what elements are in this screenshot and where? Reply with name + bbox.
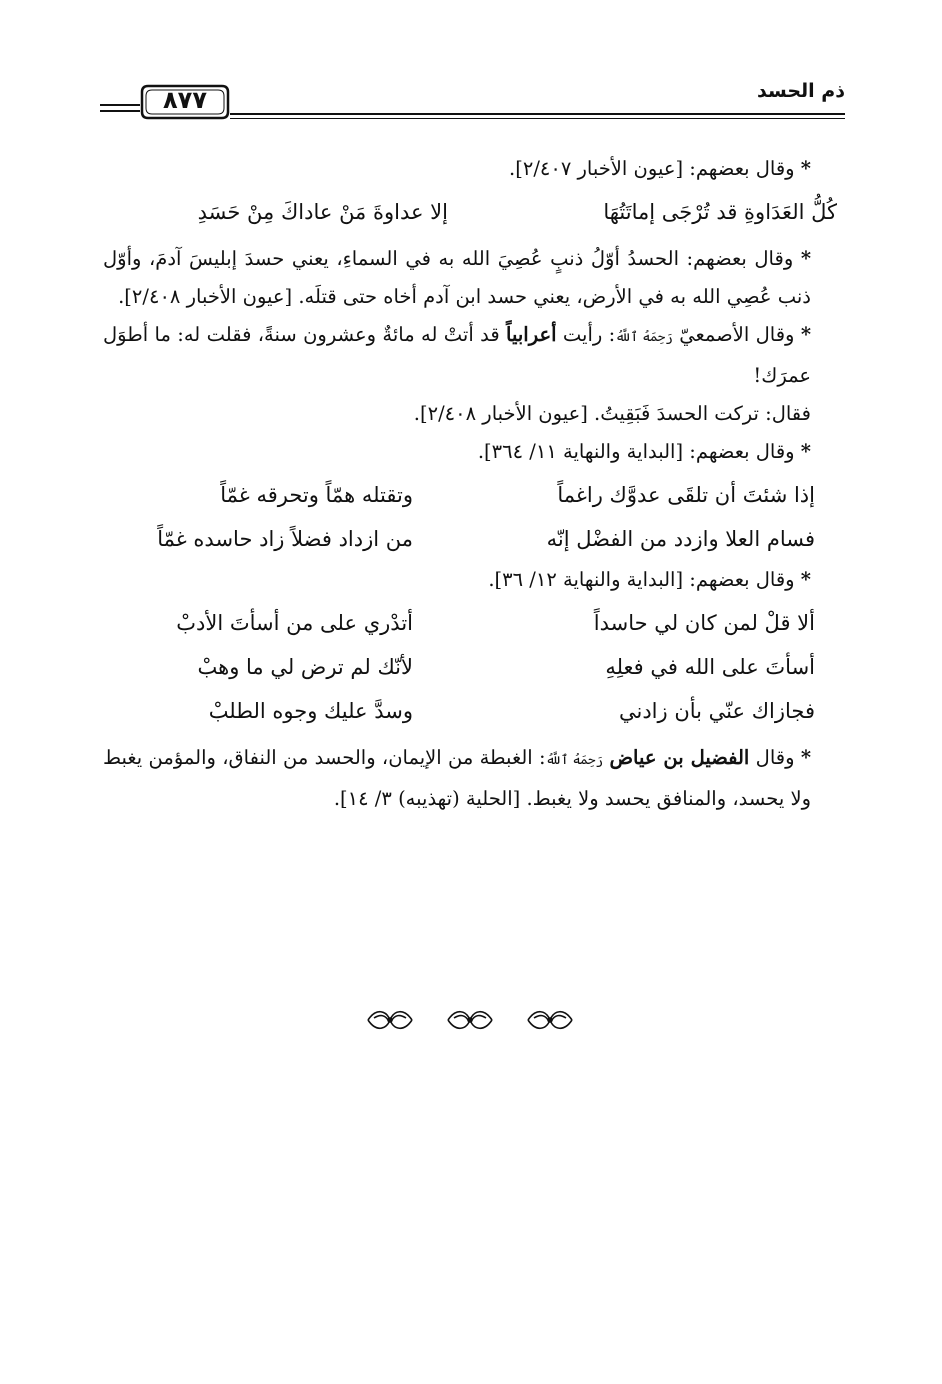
star-marker: * (800, 323, 812, 346)
page-number: ٨٧٧ (163, 86, 207, 114)
paragraph-text: وقال الأصمعيّ (679, 323, 795, 346)
poem-verse (103, 601, 845, 645)
header-rule-thin (230, 118, 845, 119)
section-end-ornament-icon (365, 1000, 575, 1040)
verse-second-hemistich: من ازداد فضلاً زاد حاسده غمّاً (157, 527, 413, 551)
poem-block (103, 473, 845, 561)
paragraph-text: : رأيت (556, 323, 616, 346)
verse-first-hemistich: ألا قلْ لمن كان لي حاسداً (593, 611, 815, 635)
verse-second-hemistich: لأنّك لم ترض لي ما وهبْ (197, 655, 413, 679)
emphasized-word: أعرابياً (506, 323, 557, 346)
paragraph-text: وقال بعضهم: [عيون الأخبار ٢/٤٠٧]. (509, 157, 795, 180)
poem-block (103, 601, 845, 733)
honorific: رَحِمَهُ ٱللَّهُ (615, 330, 673, 345)
verse-first-hemistich: فجازاك عنّي بأن زادني (618, 699, 815, 723)
header-rule-left-2 (100, 110, 140, 112)
poem-verse (103, 645, 845, 689)
poem-verse (103, 473, 845, 517)
verse-first-hemistich: إذا شئتَ أن تلقَى عدوَّك راغماً (557, 483, 815, 507)
star-marker: * (800, 157, 811, 180)
paragraph (103, 739, 845, 818)
running-header (100, 72, 845, 132)
paragraph (103, 150, 845, 188)
star-marker: * (800, 440, 811, 463)
paragraph (103, 433, 845, 471)
header-rule-left (100, 104, 140, 106)
star-marker: * (800, 247, 812, 270)
page-body (103, 150, 845, 818)
emphasized-name: الفضيل بن عياض (609, 746, 750, 769)
paragraph (103, 240, 845, 316)
paragraph-text: وقال بعضهم: الحسدُ أوّلُ ذنبٍ عُصِيَ الله به في السماءِ، يعني حسدَ إبليسَ آدمَ، وأوّل ذنب عُصِي الله به في الأرض، يعني حسد ابن آدم أخاه حتى قتلَه. [عيون الأخبار ٢/٤٠٨]. (103, 247, 811, 308)
header-rule (230, 113, 845, 115)
honorific: رَحِمَهُ ٱللَّهُ (545, 753, 604, 768)
paragraph (103, 395, 845, 433)
paragraph-text: وقال (749, 746, 795, 769)
paragraph-text: : الغبطة من الإيمان، والحسد من النفاق، والمؤمن يغبط ولا يحسد، والمنافق يحسد ولا يغبط. [الحلية (تهذيبه) ٣/ ١٤]. (103, 746, 811, 810)
poem-verse (103, 689, 845, 733)
star-marker: * (800, 568, 811, 591)
verse-first-hemistich: أسأتَ على الله في فعلِهِ (605, 655, 815, 679)
poem-block (103, 190, 845, 234)
verse-second-hemistich: وتقتله همّاً وتحرقه غمّاً (220, 483, 413, 507)
paragraph-text: وقال بعضهم: [البداية والنهاية ١١/ ٣٦٤]. (477, 440, 795, 463)
paragraph-text: فقال: تركت الحسدَ فَبَقِيتُ. [عيون الأخبار ٢/٤٠٨]. (413, 402, 811, 425)
verse-first-hemistich: فسام العلا وازدد من الفضْل إنّه (546, 527, 815, 551)
verse-first-hemistich: كُلُّ العَدَاوةِ قد تُرْجَى إماتَتُهَا (603, 200, 837, 224)
paragraph-text: قد أتتْ له مائةٌ وعشرون سنةً، فقلت له: ما أطوَل عمرَك! (103, 323, 811, 387)
paragraph (103, 561, 845, 599)
poem-verse (103, 517, 845, 561)
star-marker: * (800, 746, 812, 769)
poem-verse (103, 190, 845, 234)
paragraph (103, 316, 845, 395)
paragraph-text: وقال بعضهم: [البداية والنهاية ١٢/ ٣٦]. (488, 568, 795, 591)
verse-second-hemistich: وسدَّ عليك وجوه الطلبْ (208, 699, 413, 723)
chapter-title: ذم الحسد (757, 80, 845, 102)
verse-second-hemistich: أتدْري على من أسأتَ الأدبْ (176, 611, 413, 635)
verse-second-hemistich: إلا عداوةَ مَنْ عاداكَ مِنْ حَسَدِ (197, 200, 448, 224)
